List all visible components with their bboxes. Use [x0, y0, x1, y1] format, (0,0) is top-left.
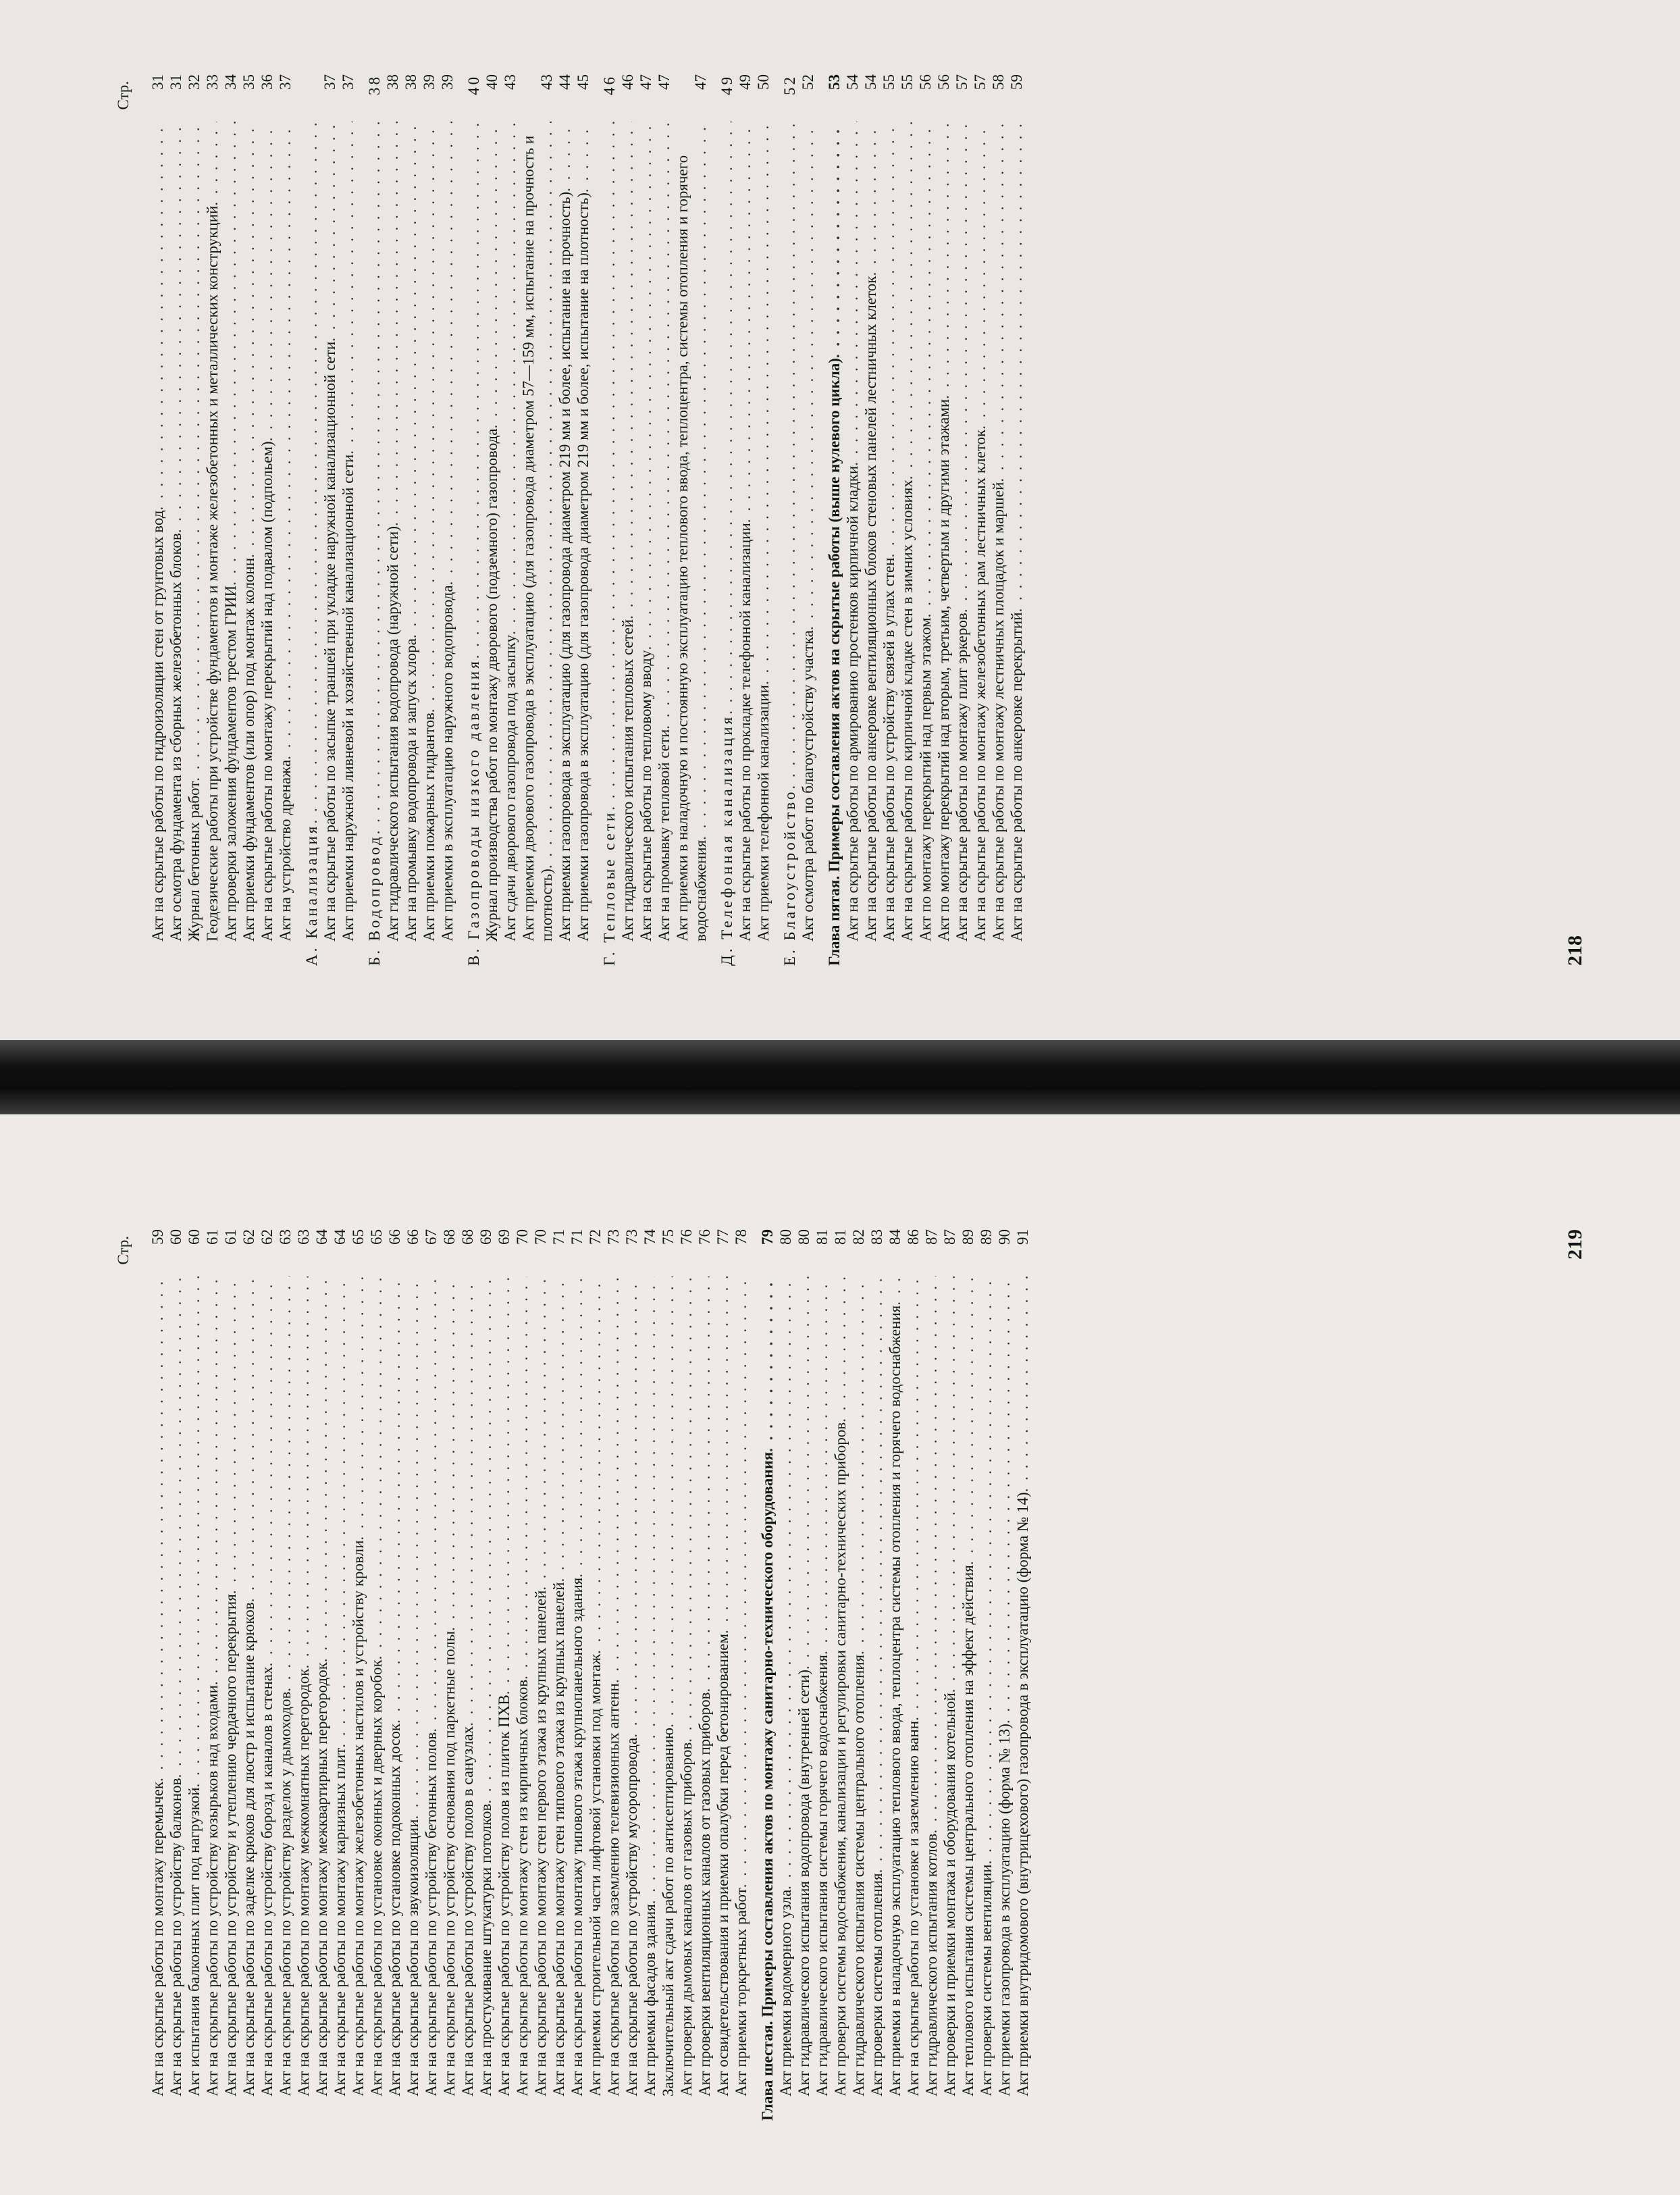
toc-entry-page: 38 [402, 74, 419, 90]
toc-entry-page: 55 [881, 74, 897, 90]
toc-entry-page: 74 [641, 1229, 658, 1245]
toc-entry-page: 78 [733, 1229, 750, 1245]
toc-entry [641, 1229, 659, 2121]
toc-entry [276, 74, 294, 966]
toc-entry-title: Акт на скрытые работы по устройству балконов . . . [167, 1276, 185, 2096]
toc-entry [240, 1229, 258, 2121]
toc-entry-title: Акт на скрытые работы по устройству полов из плиток ПХВ . . . [495, 1276, 513, 2096]
toc-entry [673, 74, 710, 966]
toc-entry [619, 74, 637, 966]
toc-entry-title: Акт по монтажу перекрытий над вторым, третьим, четвертым и другими этажами . . . [935, 122, 953, 941]
toc-entry-page: 65 [350, 1229, 367, 1245]
page-column-header: Стр. [115, 1236, 132, 1265]
toc-entry [313, 1229, 331, 2121]
toc-entry-title: Акт на скрытые работы по монтажу межкомнатных перегородок . . . [294, 1276, 313, 2096]
toc-entry [758, 1229, 777, 2121]
toc-entry-title: Акт испытания балконных плит под нагрузкой . . . [185, 1276, 203, 2096]
toc-entry-title: Глава шестая. Примеры составления актов по монтажу санитарно-технического оборудования . . . [758, 1276, 777, 2121]
toc-entry [402, 74, 420, 966]
toc-entry-title: Акт гидравлического испытания котлов . . . [922, 1276, 941, 2096]
toc-entry-page: 71 [550, 1229, 567, 1245]
toc-entry [971, 74, 989, 966]
toc-entries-left [149, 74, 1026, 966]
toc-entry [880, 74, 898, 966]
toc-entry-page: 89 [978, 1229, 995, 1245]
toc-entry-title: Акт приемки в эксплуатацию наружного водопровода . . . [438, 122, 456, 941]
page-column-header: Стр. [115, 81, 132, 110]
toc-entry [519, 74, 556, 966]
toc-entry-page: 53 [826, 74, 843, 90]
toc-entry-page: 57 [953, 74, 970, 90]
toc-entry [531, 1229, 550, 2121]
toc-entry [1014, 1229, 1032, 2121]
toc-entry-page: 64 [313, 1229, 330, 1245]
toc-entry-title: Акт на скрытые работы по заземлению телевизионных антенн . . . [604, 1276, 623, 2096]
toc-entry [185, 1229, 203, 2121]
toc-entry-title: Заключительный акт сдачи работ по антисептированию . . . [659, 1276, 677, 2096]
toc-entries-right [149, 1229, 1032, 2121]
right-page [0, 1114, 1680, 2195]
toc-entry-title: Акт приемки газопровода в эксплуатацию (для газопровода диаметром 219 мм и более, испытание на прочность) . . . [556, 122, 574, 941]
toc-entry [849, 1229, 868, 2121]
toc-entry-page: 64 [332, 1229, 348, 1245]
toc-entry-page: 52 [781, 74, 798, 95]
toc-entry [695, 1229, 714, 2121]
toc-entry-page: 82 [850, 1229, 867, 1245]
toc-entry-page: 44 [556, 74, 573, 90]
toc-entry-title: Акт на простукивание штукатурки потолков . . . [477, 1276, 495, 2096]
toc-entry [959, 1229, 977, 2121]
toc-entry [953, 74, 971, 966]
toc-entry [465, 74, 483, 966]
toc-entry-page: 38 [384, 74, 401, 90]
toc-entry-page: 89 [960, 1229, 976, 1245]
toc-entry-title: Акт приемки наружной ливневой и хозяйственной канализационной сети . . . [339, 122, 357, 941]
toc-entry [777, 1229, 795, 2121]
toc-entry-page: 87 [941, 1229, 958, 1245]
toc-entry [1007, 74, 1026, 966]
toc-entry-title: Акт на скрытые работы по монтажу железобетонных настилов и устройству кровли . . . [349, 1276, 367, 2096]
toc-entry-page: 91 [1014, 1229, 1031, 1245]
toc-entry-page: 70 [532, 1229, 549, 1245]
toc-entry [941, 1229, 959, 2121]
toc-entry-page: 71 [569, 1229, 585, 1245]
toc-entry-title: Акт на скрытые работы по устройству борозд и каналов в стенах . . . [258, 1276, 276, 2096]
toc-entry-title: Акт на скрытые работы по тепловому вводу . . . [637, 122, 655, 941]
toc-entry-page: 55 [899, 74, 916, 90]
toc-entry-page: 73 [623, 1229, 640, 1245]
toc-entry [331, 1229, 349, 2121]
toc-entry-title: Е. Благоустройство . . . [781, 122, 799, 966]
toc-entry-title: Акт сдачи дворового газопровода под засыпку . . . [501, 122, 519, 941]
toc-entry [935, 74, 953, 966]
toc-entry [303, 74, 321, 966]
toc-entry-title: Акт гидравлического испытания водопровода (внутренней сети) . . . [795, 1276, 813, 2096]
toc-entry-title: Акт проверки системы вентиляции . . . [977, 1276, 995, 2096]
toc-entry [655, 74, 673, 966]
toc-entry-page: 37 [340, 74, 357, 90]
toc-entry [167, 74, 185, 966]
toc-entry-page: 61 [204, 1229, 221, 1245]
toc-entry-page: 61 [222, 1229, 239, 1245]
toc-entry-page: 49 [737, 74, 754, 90]
toc-entry [898, 74, 916, 966]
toc-entry-title: Акт на скрытые работы по монтажу плит эркеров . . . [953, 122, 971, 941]
toc-entry-title: Акт приемки торкретных работ . . . [732, 1276, 750, 2096]
toc-entry-page: 36 [259, 74, 275, 90]
toc-entry-title: В. Газопроводы низкого давления . . . [465, 122, 483, 966]
toc-entry-title: Акт приемки пожарных гидрантов . . . [420, 122, 438, 941]
toc-entry-title: Акт на скрытые работы по установке подоконных досок . . . [386, 1276, 404, 2096]
toc-entry [916, 74, 935, 966]
toc-entry [149, 1229, 167, 2121]
toc-entry-title: Акт на скрытые работы по анкеровке вентиляционных блоков стеновых панелей лестничных клеток . . . [862, 122, 880, 941]
toc-entry-page: 67 [423, 1229, 440, 1245]
toc-entry [862, 74, 880, 966]
toc-entry [294, 1229, 313, 2121]
toc-entry-page: 60 [186, 1229, 203, 1245]
toc-entry-title: Акт на скрытые работы по устройству козырьков над входами . . . [203, 1276, 221, 2096]
toc-entry-title: Акт приемки телефонной канализации . . . [754, 122, 772, 941]
toc-entry-title: Акт на скрытые работы по кирпичной кладке стен в зимних условиях . . . [898, 122, 916, 941]
toc-entry-page: 46 [619, 74, 636, 90]
toc-entry-title: Акт на скрытые работы по устройству связей в углах стен . . . [880, 122, 898, 941]
toc-entry [321, 74, 339, 966]
toc-entry [458, 1229, 477, 2121]
toc-entry [167, 1229, 185, 2121]
toc-entry-page: 65 [368, 1229, 385, 1245]
toc-entry-title: Б. Водопровод . . . [365, 122, 384, 966]
toc-entry [221, 1229, 240, 2121]
toc-entry-page: 68 [459, 1229, 476, 1245]
toc-entry-page: 90 [996, 1229, 1013, 1245]
toc-entry [825, 74, 843, 966]
toc-entry-page: 46 [601, 74, 618, 95]
toc-entry [149, 74, 167, 966]
toc-entry-title: Акт на скрытые работы по армированию простенков кирпичной кладки . . . [843, 122, 862, 941]
toc-entry [221, 74, 240, 966]
toc-entry-page: 86 [905, 1229, 922, 1245]
toc-entry-page: 87 [923, 1229, 940, 1245]
toc-entry-title: Акт на скрытые работы по устройству разделок у дымоходов . . . [276, 1276, 294, 2096]
toc-entry-title: Акт осмотра фундамента из сборных железобетонных блоков . . . [167, 122, 185, 941]
toc-entry-title: Акт на скрытые работы по звукоизоляции . . . [404, 1276, 422, 2096]
toc-entry-title: Акт на скрытые работы по анкеровке перекрытий . . . [1007, 122, 1026, 941]
toc-entry-title: Журнал производства работ по монтажу дворового (подземного) газопровода . . . [483, 122, 501, 941]
toc-entry [422, 1229, 440, 2121]
toc-entry-page: 66 [386, 1229, 403, 1245]
toc-entry-title: Акт на скрытые работы по монтажу стен из кирпичных блоков . . . [513, 1276, 531, 2096]
toc-entry [886, 1229, 904, 2121]
toc-entry [258, 1229, 276, 2121]
toc-entry [550, 1229, 568, 2121]
toc-entry-page: 72 [587, 1229, 604, 1245]
toc-entry [420, 74, 438, 966]
toc-entry-page: 68 [441, 1229, 458, 1245]
toc-entry-page: 69 [477, 1229, 494, 1245]
toc-entry [904, 1229, 922, 2121]
toc-entry-title: Акт на скрытые работы по монтажу типового этажа крупнопанельного здания . . . [568, 1276, 586, 2096]
toc-entry-title: Акт приемки газопровода в эксплуатацию (для газопровода диаметром 219 мм и более, испытание на плотность) . . . [574, 122, 592, 941]
toc-entry-title: Акт приемки внутридомового (внутрицехового) газопровода в эксплуатацию (форма № 14) . . . [1014, 1276, 1032, 2096]
toc-entry-title: Журнал бетонных работ . . . [185, 122, 203, 941]
toc-entry [349, 1229, 367, 2121]
toc-entry-title: Акт на скрытые работы по монтажу карнизных плит . . . [331, 1276, 349, 2096]
toc-entry-page: 34 [222, 74, 239, 90]
toc-entry [623, 1229, 641, 2121]
toc-entry [677, 1229, 695, 2121]
toc-entry [203, 1229, 221, 2121]
toc-entry [754, 74, 772, 966]
toc-entry-page: 49 [718, 74, 735, 95]
toc-entry [977, 1229, 995, 2121]
toc-entry-page: 54 [844, 74, 861, 90]
toc-entry-title: Акт проверки дымовых каналов от газовых приборов . . . [677, 1276, 695, 2096]
toc-entry-title: Акт гидравлического испытания водопровода (наружной сети) . . . [384, 122, 402, 941]
toc-entry-page: 45 [575, 74, 592, 90]
toc-entry [495, 1229, 513, 2121]
toc-entry [813, 1229, 831, 2121]
toc-entry-title: А. Канализация . . . [303, 122, 321, 966]
toc-entry [384, 74, 402, 966]
toc-entry-page: 58 [990, 74, 1007, 90]
toc-entry [781, 74, 799, 966]
toc-entry-page: 47 [637, 74, 654, 90]
toc-entry [185, 74, 203, 966]
toc-entry [795, 1229, 813, 2121]
toc-entry [365, 74, 384, 966]
toc-entry-page: 66 [404, 1229, 421, 1245]
toc-entry-title: Акт на скрытые работы по монтажу лестничных площадок и маршей . . . [989, 122, 1007, 941]
toc-entry [718, 74, 736, 966]
toc-entry-title: Акт по монтажу перекрытий над первым этажом . . . [916, 122, 935, 941]
toc-entry-page: 57 [972, 74, 989, 90]
left-page [0, 0, 1680, 1040]
toc-entry [831, 1229, 849, 2121]
toc-entry-title: Акт на скрытые работы по засыпке траншей при укладке наружной канализационной сети . . . [321, 122, 339, 941]
toc-entry-title: Г. Тепловые сети . . . [600, 122, 619, 966]
toc-entry [367, 1229, 386, 2121]
toc-entry-title: Акт на скрытые работы по установке оконных и дверных коробок . . . [367, 1276, 386, 2096]
toc-entry-title: Акт проверки вентиляционных каналов от газовых приборов . . . [695, 1276, 714, 2096]
toc-entry-page: 33 [204, 74, 221, 90]
toc-entry-title: Акт на устройство дренажа . . . [276, 122, 294, 941]
toc-entry-title: Акт на скрытые работы по монтажу стен первого этажа из крупных панелей . . . [531, 1276, 550, 2096]
toc-entry-page: 38 [366, 74, 383, 95]
toc-entry-page: 62 [259, 1229, 275, 1245]
toc-entry [586, 1229, 604, 2121]
toc-entry-page: 37 [277, 74, 294, 90]
toc-entry-title: Акт гидравлического испытания системы центрального отопления . . . [849, 1276, 868, 2096]
toc-entry-page: 43 [502, 74, 519, 90]
toc-entry [386, 1229, 404, 2121]
toc-entry-page: 80 [795, 1229, 812, 1245]
toc-entry-title: Акт гидравлического испытания тепловых сетей . . . [619, 122, 637, 941]
toc-entry [240, 74, 258, 966]
toc-entry-title: Акт на скрытые работы по монтажу перемычек . . . [149, 1276, 167, 2096]
toc-entry-page: 47 [656, 74, 673, 90]
toc-entry-title: Акт на промывку тепловой сети . . . [655, 122, 673, 941]
toc-entry [477, 1229, 495, 2121]
toc-entry [574, 74, 592, 966]
toc-entry-title: Акт на скрытые работы по установке и заземлению ванн . . . [904, 1276, 922, 2096]
toc-entry-page: 76 [678, 1229, 695, 1245]
toc-entry-page: 70 [514, 1229, 531, 1245]
toc-entry-title: Акт на скрытые работы по гидроизоляции стен от грунтовых вод . . . [149, 122, 167, 941]
toc-entry-page: 80 [777, 1229, 794, 1245]
toc-entry-title: Акт приемки в наладочную и постоянную эксплуатацию теплового ввода, теплоцентра, системы отопления и горячего водоснабжения . . . [673, 122, 710, 941]
toc-entry-title: Акт на скрытые работы по устройству бетонных полов . . . [422, 1276, 440, 2096]
toc-entry-title: Акт на скрытые работы по прокладке телефонной канализации . . . [736, 122, 754, 941]
toc-entry-page: 56 [935, 74, 952, 90]
toc-entry-title: Акт на скрытые работы по устройству и утеплению чердачного перекрытия . . . [221, 1276, 240, 2096]
toc-entry-page: 40 [483, 74, 500, 90]
toc-entry-title: Акт на скрытые работы по устройству основания под паркетные полы . . . [440, 1276, 458, 2096]
toc-entry-title: Акт приемки фасадов здания . . . [641, 1276, 659, 2096]
toc-entry-page: 54 [862, 74, 879, 90]
toc-entry [501, 74, 519, 966]
toc-entry-page: 32 [186, 74, 203, 90]
toc-entry-title: Глава пятая. Примеры составления актов на скрытые работы (выше нулевого цикла) . . . [825, 122, 843, 966]
toc-entry-title: Д. Телефонная канализация . . . [718, 122, 736, 966]
toc-entry [604, 1229, 623, 2121]
toc-entry-page: 59 [149, 1229, 166, 1245]
toc-entry-title: Акт проверки системы отопления . . . [868, 1276, 886, 2096]
toc-entry [922, 1229, 941, 2121]
toc-entry-title: Геодезические работы при устройстве фундаментов и монтаже железобетонных и металлических конструкций . . . [203, 122, 221, 941]
toc-entry-page: 81 [832, 1229, 849, 1245]
toc-entry [843, 74, 862, 966]
toc-entry-title: Акт на скрытые работы по устройству мусоропровода . . . [623, 1276, 641, 2096]
toc-entry-page: 52 [799, 74, 816, 90]
toc-entry-title: Акт проверки заложения фундаментов трестом ГРИИ . . . [221, 122, 240, 941]
toc-entry-page: 47 [692, 74, 709, 90]
toc-entry-page: 81 [814, 1229, 831, 1245]
toc-entry [732, 1229, 750, 2121]
toc-entry-title: Акт на скрытые работы по монтажу перекрытий над подвалом (подпольем) . . . [258, 122, 276, 941]
toc-entry-page: 77 [714, 1229, 731, 1245]
toc-entry-title: Акт на скрытые работы по монтажу межквартирных перегородок . . . [313, 1276, 331, 2096]
page-number: 218 [1564, 935, 1586, 966]
toc-entry-page: 40 [465, 74, 482, 95]
toc-entry-title: Акт на промывку водопровода и запуск хлора . . . [402, 122, 420, 941]
toc-entry-title: Акт на скрытые работы по устройству полов в санузлах . . . [458, 1276, 477, 2096]
toc-entry-title: Акт приемки в наладочную эксплуатацию теплового ввода, теплоцентра системы отопления и горячего водоснабжения . . . [886, 1276, 904, 2096]
toc-entry-page: 63 [295, 1229, 312, 1245]
toc-entry [600, 74, 619, 966]
toc-entry [203, 74, 221, 966]
toc-entry-title: Акт приемки газопровода в эксплуатацию (форма № 13) . . . [995, 1276, 1014, 2096]
toc-entry-page: 76 [696, 1229, 713, 1245]
toc-entry [440, 1229, 458, 2121]
toc-entry-title: Акт приемки дворового газопровода в эксплуатацию (для газопровода диаметром 57—159 мм, испытание на прочность и плотность) . . . [519, 122, 556, 941]
toc-entry [276, 1229, 294, 2121]
toc-entry [568, 1229, 586, 2121]
toc-entry-page: 59 [1008, 74, 1025, 90]
toc-entry [736, 74, 754, 966]
toc-entry-title: Акт проверки и приемки монтажа и оборудования котельной . . . [941, 1276, 959, 2096]
toc-entry-title: Акт осмотра работ по благоустройству участка . . . [799, 122, 817, 941]
toc-entry-page: 56 [917, 74, 934, 90]
toc-entry-page: 39 [421, 74, 438, 90]
toc-entry-title: Акт приемки фундаментов (или опор) под монтаж колонн . . . [240, 122, 258, 941]
toc-entry [483, 74, 501, 966]
toc-entry [556, 74, 574, 966]
toc-entry-title: Акт гидравлического испытания системы горячего водоснабжения . . . [813, 1276, 831, 2096]
toc-entry [659, 1229, 677, 2121]
toc-entry-page: 35 [240, 74, 257, 90]
toc-entry [714, 1229, 732, 2121]
toc-entry [258, 74, 276, 966]
toc-entry [513, 1229, 531, 2121]
toc-entry-title: Акт приемки строительной части лифтовой установки под монтаж . . . [586, 1276, 604, 2096]
toc-entry-page: 43 [538, 74, 555, 90]
toc-entry [438, 74, 456, 966]
toc-entry-page: 39 [439, 74, 456, 90]
toc-entry [868, 1229, 886, 2121]
toc-entry [404, 1229, 422, 2121]
toc-entry-page: 75 [660, 1229, 677, 1245]
book-gutter [0, 1040, 1680, 1114]
toc-entry-page: 83 [868, 1229, 885, 1245]
toc-entry-page: 63 [277, 1229, 294, 1245]
toc-entry-title: Акт на скрытые работы по заделке крюков для люстр и испытание крюков . . . [240, 1276, 258, 2096]
toc-entry-title: Акт освидетельствования и приемки опалубки перед бетонированием . . . [714, 1276, 732, 2096]
toc-entry [637, 74, 655, 966]
toc-entry-title: Акт приемки водомерного узла . . . [777, 1276, 795, 2096]
toc-entry-title: Акт на скрытые работы по монтажу железобетонных рам лестничных клеток . . . [971, 122, 989, 941]
toc-entry [989, 74, 1007, 966]
toc-entry-page: 69 [496, 1229, 513, 1245]
toc-entry-page: 84 [887, 1229, 903, 1245]
toc-entry [799, 74, 817, 966]
toc-entry-page: 60 [167, 1229, 184, 1245]
toc-entry-page: 73 [605, 1229, 622, 1245]
toc-entry-title: Акт проверки системы водоснабжения, канализации и регулировки санитарно-технических приборов . . . [831, 1276, 849, 2096]
toc-entry-page: 79 [759, 1229, 776, 1245]
toc-entry-page: 31 [149, 74, 166, 90]
toc-entry-title: Акт теплового испытания системы центрального отопления на эффект действия . . . [959, 1276, 977, 2096]
toc-entry-page: 50 [755, 74, 772, 90]
toc-entry [339, 74, 357, 966]
toc-entry-page: 31 [167, 74, 184, 90]
page-number: 219 [1564, 1229, 1586, 1260]
toc-entry-page: 37 [321, 74, 338, 90]
toc-entry [995, 1229, 1014, 2121]
toc-entry-title: Акт на скрытые работы по монтажу стен типового этажа из крупных панелей . . . [550, 1276, 568, 2096]
toc-entry-page: 62 [240, 1229, 257, 1245]
